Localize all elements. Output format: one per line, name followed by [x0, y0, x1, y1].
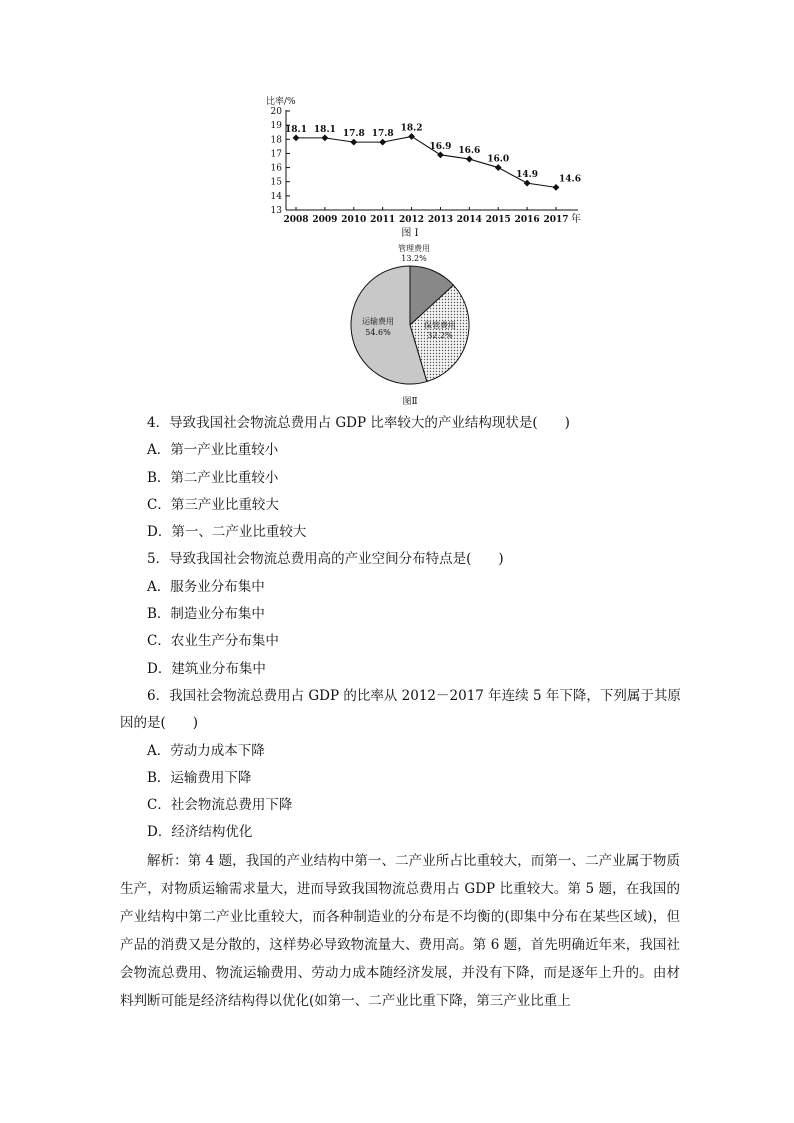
question-content: [120, 410, 680, 1015]
question-4: [120, 410, 680, 546]
line-series: [285, 123, 581, 190]
option-b: B．第二产业比重较小: [147, 469, 279, 486]
x-tick-label: 2012: [399, 215, 425, 225]
chart-title: 图 Ⅰ: [401, 228, 419, 239]
y-tick-label: 20: [270, 107, 282, 117]
data-point: [321, 134, 328, 141]
data-point: [524, 180, 531, 187]
pie-label-运输费用-name: 运输费用: [362, 317, 394, 326]
x-tick-label: 2015: [485, 215, 511, 225]
option-c: C．第三产业比重较大: [147, 496, 279, 513]
pie-label-管理费用-name: 管理费用: [398, 244, 430, 253]
data-point: [495, 164, 502, 171]
x-tick-label: 2011: [370, 215, 396, 225]
data-point: [408, 133, 415, 140]
data-label: 18.1: [313, 124, 336, 135]
data-point: [293, 134, 300, 141]
data-label: 16.9: [429, 141, 452, 152]
x-tick-label: 2017: [543, 215, 569, 225]
data-point: [350, 139, 357, 146]
data-label: 17.8: [371, 129, 394, 140]
data-label: 17.8: [342, 129, 365, 140]
question-5: [120, 546, 680, 682]
y-axis: [271, 107, 290, 216]
option-b: B．制造业分布集中: [147, 606, 265, 623]
question-6: [120, 683, 680, 847]
question-stem: 5．导致我国社会物流总费用高的产业空间分布特点是( ): [147, 551, 504, 568]
data-label: 14.9: [516, 170, 539, 181]
y-tick-label: 13: [270, 206, 282, 216]
y-axis-label: 比率/%: [266, 97, 296, 107]
data-label: 14.6: [559, 174, 581, 185]
option-d: D．经济结构优化: [147, 824, 253, 841]
x-tick-label: 2010: [341, 215, 367, 225]
data-label: 18.2: [400, 123, 423, 134]
x-axis: [283, 207, 581, 225]
analysis-paragraph: 解析：第 4 题，我国的产业结构中第一、二产业所占比重较大，而第一、二产业属于物质生产，对物质运输需求量大，进而导致我国物流总费用占 GDP 比重较大。第 5 题，在我国的产业结构中第二产业比重较大，而各种制造业的分布是不均衡的(即集中分布在某些区域)，但产品的消费又是分散的，这样势必导致物流量大、费用高。第 6 题，首先明确近年来，我国社会物流总费用、物流运输费用、劳动力成本随经济发展，并没有下降，而是逐年上升的。由材料判断可能是经济结构得以优化(如第一、二产业比重下降，第三产业比重上: [120, 852, 680, 1009]
x-tick-label: 2008: [283, 215, 309, 225]
y-tick-label: 17: [270, 149, 282, 160]
data-label: 18.1: [285, 124, 307, 135]
question-stem-continued: 因的是( ): [120, 715, 199, 732]
x-axis-unit: 年: [571, 214, 581, 225]
pie-label-保管费用-name: 保管费用: [424, 321, 456, 330]
option-b: B．运输费用下降: [147, 769, 252, 786]
y-tick-label: 15: [270, 177, 282, 188]
option-d: D．第一、二产业比重较大: [147, 524, 307, 541]
data-point: [553, 184, 560, 191]
data-label: 16.0: [487, 154, 510, 165]
pie-label-保管费用-value: 32.2%: [427, 331, 453, 340]
x-tick-label: 2009: [312, 215, 338, 225]
question-stem: 4．导致我国社会物流总费用占 GDP 比率较大的产业结构现状是( ): [147, 415, 570, 431]
data-point: [379, 139, 386, 146]
pie-label-管理费用-value: 13.2%: [401, 254, 427, 263]
option-a: A．第一产业比重较小: [147, 442, 279, 459]
option-c: C．农业生产分布集中: [147, 633, 279, 650]
y-tick-label: 19: [270, 121, 282, 132]
y-tick-label: 14: [270, 191, 282, 202]
y-tick-label: 16: [270, 163, 282, 174]
x-tick-label: 2016: [514, 215, 540, 225]
figure-1-line-chart: [260, 92, 600, 242]
chart-title: 图Ⅱ: [402, 397, 418, 407]
pie-label-运输费用-value: 54.6%: [365, 328, 391, 337]
option-a: A．劳动力成本下降: [147, 742, 265, 759]
data-label: 16.6: [458, 146, 481, 157]
question-stem: 6．我国社会物流总费用占 GDP 的比率从 2012－2017 年连续 5 年下降，下列属于其原: [147, 687, 681, 704]
option-d: D．建筑业分布集中: [147, 660, 266, 677]
option-c: C．社会物流总费用下降: [147, 797, 293, 814]
y-tick-label: 18: [270, 135, 282, 146]
x-tick-label: 2014: [456, 215, 482, 225]
data-point: [466, 156, 473, 163]
figure-2-pie-chart: [330, 238, 480, 408]
option-a: A．服务业分布集中: [147, 578, 265, 595]
x-tick-label: 2013: [427, 215, 453, 225]
data-point: [437, 151, 444, 158]
